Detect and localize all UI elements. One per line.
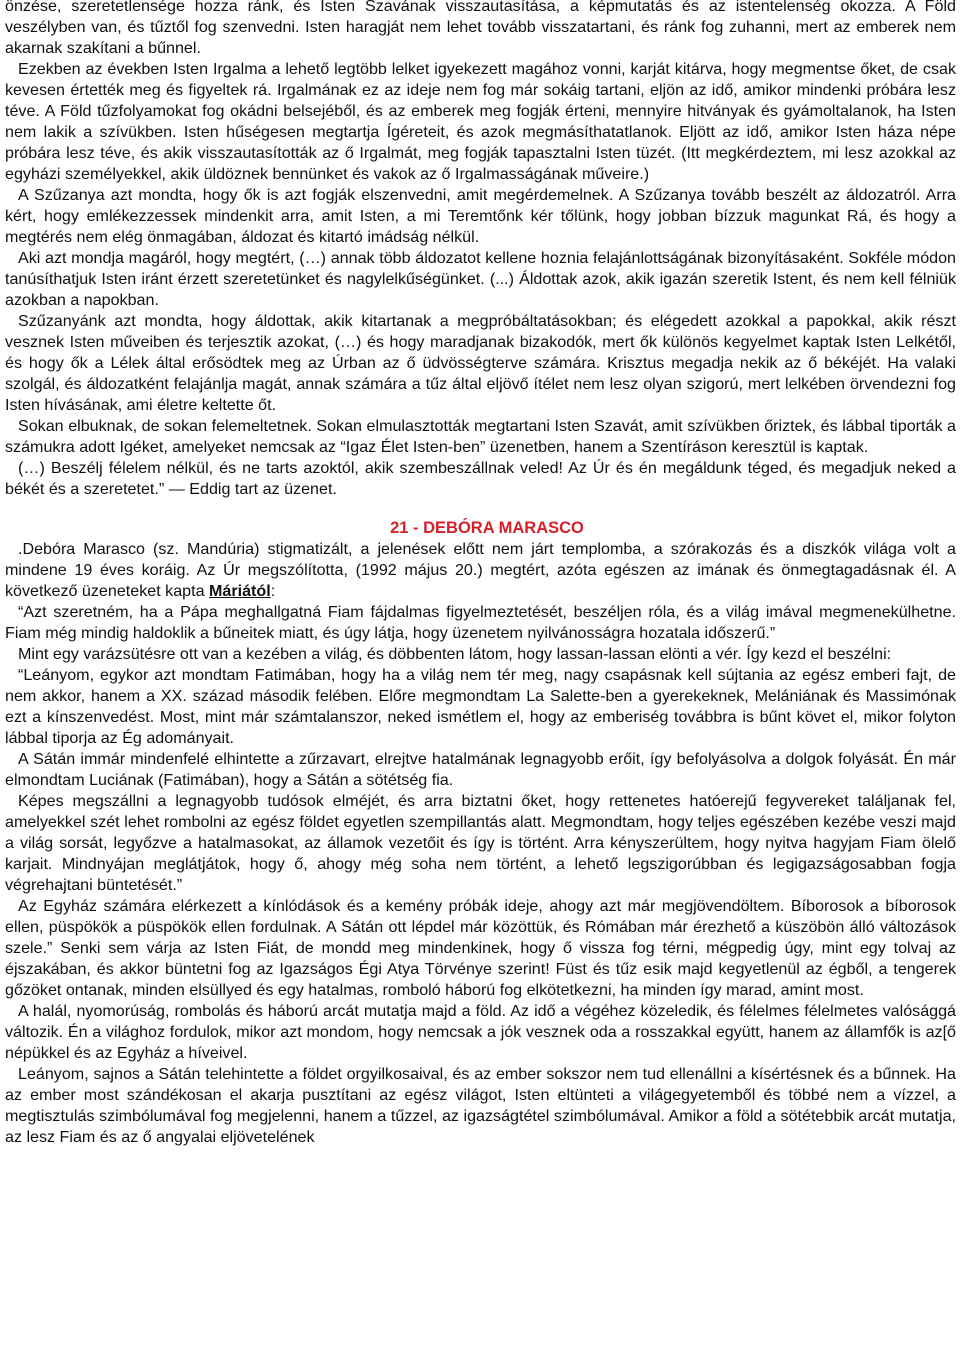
paragraphs-bottom: [5, 602, 956, 1148]
section-heading: 21 - DEBÓRA MARASCO: [390, 519, 584, 537]
body-paragraph: Sokan elbuknak, de sokan felemeltetnek. Sokan elmulasztották megtartani Isten Szavát, amit szívükben őriztek, és lábbal tiporták a számukra adott Igéket, amelyeket nemcsak az “Igaz Élet Isten-ben” üzenetben, hanem a Szentíráson keresztül is kaptak.: [5, 417, 956, 456]
intro-paragraph: [5, 539, 956, 602]
intro-emphasis: Máriától: [209, 582, 271, 600]
paragraphs-top: [5, 0, 956, 500]
intro-text: .Debóra Marasco (sz. Mandúria) stigmatizált, a jelenések előtt nem járt templomba, a szórakozás és a diszkók világa volt a mindene 19 éves koráig. Az Úr megszólította, (1992 május 20.) megtért, azóta egészen az imának és önmegtagadásnak él. A következő üzeneteket kapta: [5, 540, 956, 600]
body-paragraph: önzése, szeretetlensége hozza ránk, és Isten Szavának visszautasítása, a képmutatás és az istentelenség okozza. A Föld veszélyben van, és tűztől fog szenvedni. Isten haragját nem lehet tovább visszatartani, és ránk fog zuhanni, mert az emberek nem akarnak szakítani a bűnnel.: [5, 0, 956, 57]
body-paragraph: “Leányom, egykor azt mondtam Fatimában, hogy ha a világ nem tér meg, nagy csapásnak kell sújtania az egész emberi fajt, de nem akkor, hanem a XX. század második felében. Előre megmondtam La Salette-ben a gyerekeknek, Melániának és Massimónak ezt a kínszenvedést. Most, mint már számtalanszor, neked ismétlem el, hogy az emberiség továbbra is bűnt követ el, mikor folyton lábbal tiporja az Ég adományait.: [5, 666, 956, 747]
body-paragraph: A Sátán immár mindenfelé elhintette a zűrzavart, elrejtve hatalmának legnagyobb erőit, így befolyásolva a dolgok folyását. Én már elmondtam Luciának (Fatimában), hogy a Sátán a sötétség fia.: [5, 750, 956, 789]
body-paragraph: Képes megszállni a legnagyobb tudósok elméjét, és arra biztatni őket, hogy rettenetes hatóerejű fegyvereket találjanak fel, amelyekkel szét lehet rombolni az egész földet egyetlen szempillantás alatt. Megmondtam, hogy teljes egészében kezébe veszi majd a világ sorsát, legyőzve a hatalmasokat, az államok vezetőit és így is történt. Arra kényszerültem, hogy nyitva hagyjam Fiam ölelő karjait. Mindnyájan meglátjátok, hogy ő, ahogy még soha nem történt, a lehető legszigorúbban és legigazságosabban fogja végrehajtani büntetését.”: [5, 792, 956, 894]
body-paragraph: (…) Beszélj félelem nélkül, és ne tarts azoktól, akik szembeszállnak veled! Az Úr és én megáldunk téged, és megadjuk neked a békét és a szeretetet.” — Eddig tart az üzenet.: [5, 459, 956, 498]
body-paragraph: Ezekben az években Isten Irgalma a lehető legtöbb lelket igyekezett magához vonni, karját kitárva, hogy megmentse őket, de csak kevesen értették meg és figyeltek rá. Irgalmának ez az ideje nem fog már sokáig tartani, eljön az idő, amikor mindenki próbára lesz téve. A Föld tűzfolyamokat fog okádni belsejéből, és az emberek meg fogják érteni, mennyire hitványak és gyámoltalanok, ha Isten nem lakik a szívükben. Isten hűségesen megtartja Ígéreteit, és azok megmásíthatatlanok. Eljött az idő, amikor Isten háza népe próbára lesz téve, és akik visszautasították az ő Irgalmát, meg fogják tapasztalni Isten tüzét. (Itt megkérdeztem, mi lesz azokkal az egyházi személyekkel, akik üldöznek bennünket és vakok az ő Irgalmasságának műveire.): [5, 60, 956, 183]
section-spacer: [5, 500, 956, 518]
body-paragraph: “Azt szeretném, ha a Pápa meghallgatná Fiam fájdalmas figyelmeztetését, beszéljen róla, és a világ imával megmenekülhetne. Fiam még mindig haldoklik a bűneitek miatt, és úgy látja, hogy üzenetem nyilvánosságra hozatala időszerű.”: [5, 603, 956, 642]
body-paragraph: Az Egyház számára elérkezett a kínlódások és a kemény próbák ideje, ahogy azt már megjövendöltem. Bíborosok a bíborosok ellen, püspökök a püspökök ellen fordulnak. A Sátán ott lépdel már közöttük, és Rómában már érezhető a küszöbön álló változások szele.” Senki sem várja az Isten Fiát, de mondd meg mindenkinek, hogy ő vissza fog térni, mégpedig úgy, mint egy tolvaj az éjszakában, és akkor büntetni fog az Igazságos Égi Atya Törvénye szerint! Füst és tűz esik majd kegyetlenül az égből, a tengerek gőzöket ontanak, minden elsüllyed és egy hatalmas, romboló háború fog elkötetkezni, ha minden így marad, amint most.: [5, 897, 956, 999]
body-paragraph: A halál, nyomorúság, rombolás és háború arcát mutatja majd a föld. Az idő a végéhez közeledik, és félelmes félelmetes valósággá változik. Én a világhoz fordulok, mikor azt mondom, hogy nemcsak a jók vesznek oda a rosszakkal együtt, hanem az államfők is az[ő népükkel és az Egyház a híveivel.: [5, 1002, 956, 1062]
body-paragraph: Szűzanyánk azt mondta, hogy áldottak, akik kitartanak a megpróbáltatásokban; és elégedett azokkal a papokkal, akik részt vesznek Isten műveiben és terjesztik azokat, (…) és hogy maradjanak bizakodók, mert ők különös kegyelmet kaptak Isten Lelkétől, és hogy ők a Lélek által erősödtek meg az Úrban az ő üdvösségterve számára. Krisztus megadja nekik az ő békéjét. Ha valaki szolgál, és áldozatként felajánlja magát, annak számára a tűz által eljövő ítélet nem lesz olyan szigorú, mert lelkében örvendezni fog Isten hívásának, ami életre keltette őt.: [5, 312, 956, 414]
body-paragraph: A Szűzanya azt mondta, hogy ők is azt fogják elszenvedni, amit megérdemelnek. A Szűzanya tovább beszélt az áldozatról. Arra kért, hogy emlékezzessek mindenkit arra, amit Isten, a mi Teremtőnk kér tőlünk, hogy jobban bízzuk magunkat Rá, és hogy a megtérés nem elég önmagában, áldozat és kitartó imádság nélkül.: [5, 186, 956, 246]
intro-colon: :: [270, 582, 276, 600]
body-paragraph: Aki azt mondja magáról, hogy megtért, (…) annak több áldozatot kellene hoznia felajánlottságának bizonyításaként. Sokféle módon tanúsíthatjuk Isten iránt érzett szeretetünket és nagylelkűségünket. (...) Áldottak azok, akik igazán szeretik Istent, és nem kell félniük azokban a napokban.: [5, 249, 956, 309]
body-paragraph: Leányom, sajnos a Sátán telehintette a földet orgyilkosaival, és az ember sokszor nem tud ellenállni a kísértésnek és a bűnnek. Ha az ember most szándékosan el akarja pusztítani az egész világot, Isten eltünteti a világegyetemből és többé nem a vízzel, a megtisztulás szimbólumával fog megjelenni, hanem a tűzzel, az igazságtétel szimbólumával. Amikor a föld a sötétebbik arcát mutatja, az lesz Fiam és az ő angyalai eljövetelének: [5, 1065, 956, 1146]
body-paragraph: Mint egy varázsütésre ott van a kezében a világ, és döbbenten látom, hogy lassan-lassan elönti a vér. Így kezd el beszélni:: [18, 645, 892, 663]
